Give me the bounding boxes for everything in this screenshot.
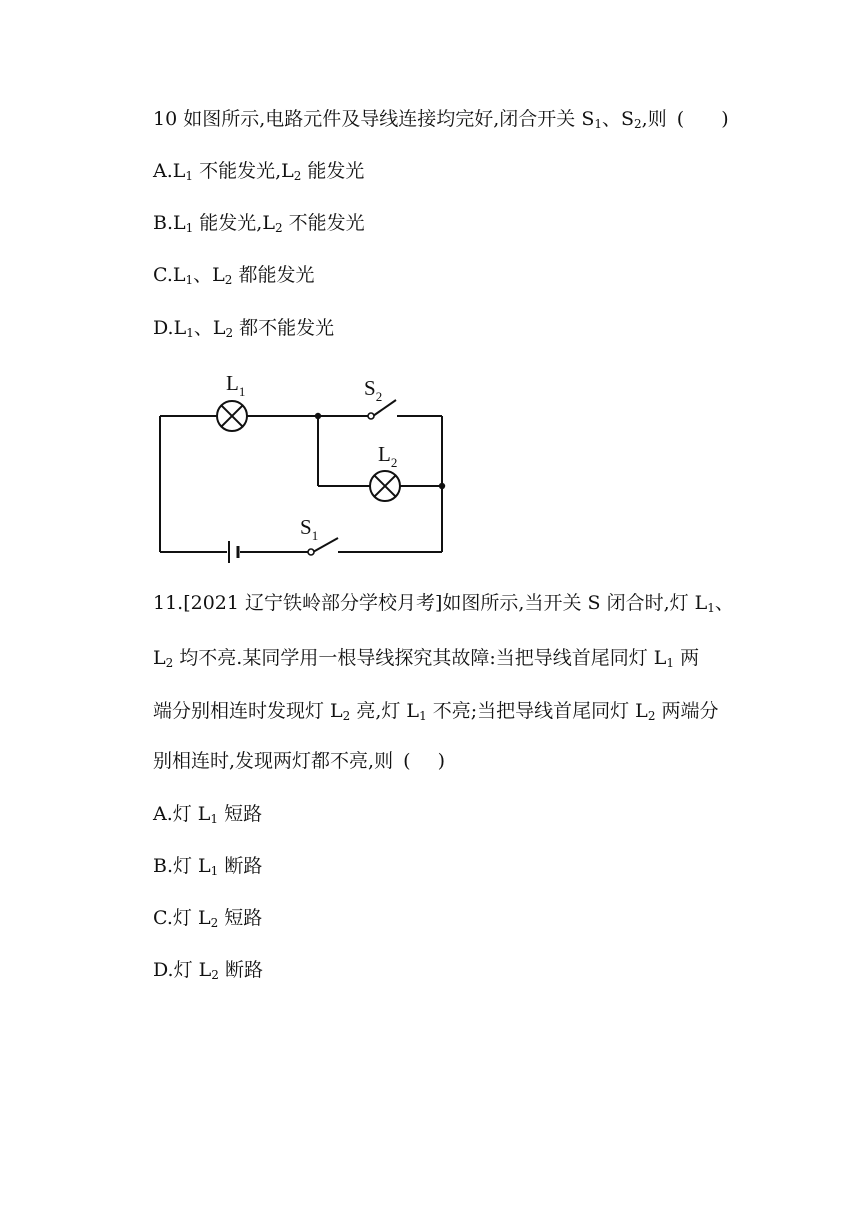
circuit-diagram — [150, 368, 450, 563]
junction-dot-icon — [315, 413, 321, 419]
q11-option-b: B.灯 $L_1$ 断路 — [153, 855, 263, 878]
q10-stem-sub: 2 — [634, 117, 642, 131]
question-11-stem-line-4: 别相连时,发现两灯都不亮,则 ( ) — [153, 750, 446, 772]
junction-dot-icon — [439, 483, 445, 489]
lamp-l1-icon — [217, 401, 247, 431]
q11-option-c: C.灯 $L_2$ 短路 — [153, 907, 263, 930]
question-11-stem-line-3: 端分别相连时发现灯 $L_2$ 亮,灯 $L_1$ 不亮;当把导线首尾同灯 $L_2$ 两端分 — [153, 700, 719, 723]
q11-option-d: D.灯 $L_2$ 断路 — [153, 959, 263, 982]
question-11-stem-line-2: $L_2$ 均不亮.某同学用一根导线探究其故障:当把导线首尾同灯 $L_1$ 两 — [153, 647, 700, 670]
switch-s2-pivot-icon — [368, 413, 374, 419]
question-10-stem — [153, 106, 729, 132]
q11-option-a: A.灯 $L_1$ 短路 — [153, 803, 263, 826]
q10-option-b: $B.L_1$ 能发光$,L_2$ 不能发光 — [153, 212, 365, 235]
q10-option-d: $D.L_1$、$L_2$ 都不能发光 — [153, 317, 335, 340]
q10-stem-sub: 1 — [594, 117, 602, 131]
lamp-l1-label: $L_1$ — [226, 371, 246, 399]
switch-s2-label: $S_2$ — [364, 376, 383, 404]
q10-stem-text: ,则 — [641, 108, 667, 130]
switch-s1-label: $S_1$ — [300, 515, 319, 543]
answer-blank[interactable]: ( ) — [676, 108, 729, 130]
q10-option-c: $C.L_1$、$L_2$ 都能发光 — [153, 264, 315, 287]
battery-icon — [229, 541, 238, 563]
answer-blank[interactable]: ( ) — [403, 750, 446, 772]
q10-option-a: $A.L_1$ 不能发光$,L_2$ 能发光 — [153, 160, 365, 183]
q10-stem-text: 10 如图所示,电路元件及导线连接均完好,闭合开关 S — [153, 108, 595, 130]
switch-s1-pivot-icon — [308, 549, 314, 555]
question-11-stem-line-1: 11.[2021 辽宁铁岭部分学校月考]如图所示,当开关 S 闭合时,灯 $L_1$、 — [153, 592, 734, 615]
q10-stem-text: 、S — [602, 108, 635, 130]
lamp-l2-icon — [370, 471, 400, 501]
lamp-l2-label: $L_2$ — [378, 442, 398, 470]
